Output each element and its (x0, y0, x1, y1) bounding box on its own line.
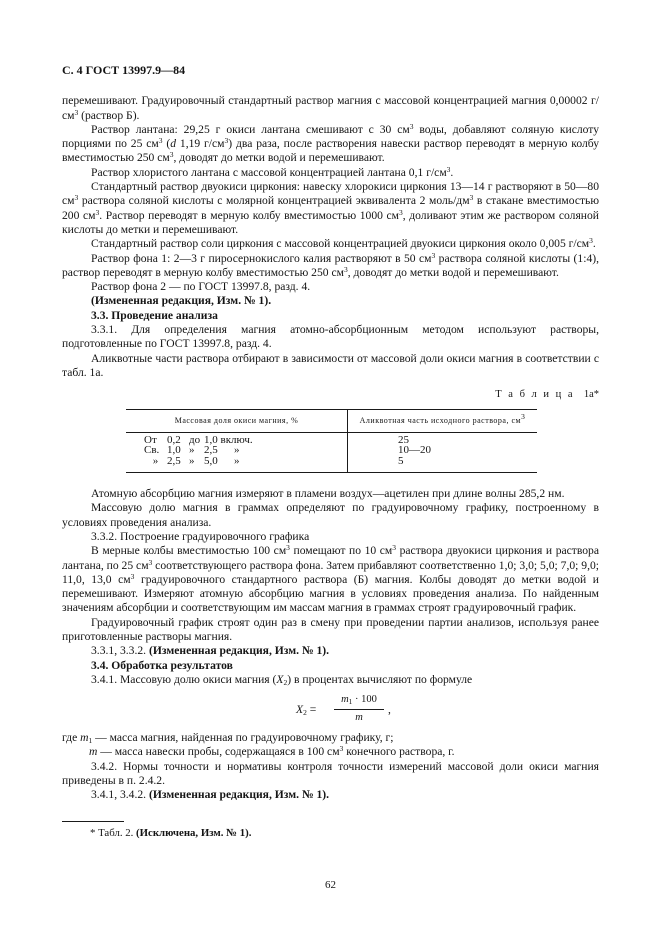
page-number: 62 (325, 879, 336, 891)
paragraph: Атомную абсорбцию магния измеряют в пламени воздух—ацетилен при длине волны 285,2 нм. (91, 487, 565, 501)
footnote-rule (62, 821, 124, 822)
aliquot-table (126, 409, 537, 474)
table-cell-aliquot: 25 10—20 5 (348, 432, 538, 473)
section-heading: 3.3. Проведение анализа (91, 308, 218, 322)
formula-legend: m — масса навески пробы, содержащаяся в 100 $см^3$ конечного раствора, г. (89, 744, 455, 759)
paragraph: Массовую долю магния в граммах определяют по градуировочному графику, построенному в условиях проведения анализа. (62, 501, 599, 529)
formula-fraction: $\frac{m_1 \cdot 100}{m}$ (334, 693, 384, 726)
table-row: » 2,5 » 5,0 » (152, 454, 240, 467)
page-header: С. 4 ГОСТ 13997.9—84 (62, 63, 186, 77)
paragraph: Раствор фона 2 — по ГОСТ 13997.8, разд. 4. (91, 280, 311, 294)
table-header-col1: Массовая доля окиси магния, % (126, 409, 348, 432)
paragraph: перемешивают. Градуировочный стандартный раствор магния с массовой концентрацией магния 0,00002 $г/см^3$ (раствор Б). (62, 94, 599, 122)
table-caption: Т а б л и ц а 1а* (495, 389, 599, 401)
table-header-col2: Аликвотная часть исходного раствора, $см^3$ (348, 409, 538, 432)
paragraph: Раствор фона 1: 2—3 г пиросернокислого калия растворяют в 50 $см^3$ раствора соляной кислоты (1:4), раствор переводят в мерную колбу вместимостью 250 $см^3$, доводят до метки водой и перемешивают. (62, 250, 599, 279)
edition-note: 3.4.1, 3.4.2. (Измененная редакция, Изм. № 1). (91, 788, 330, 802)
paragraph: 3.3.1. Для определения магния атомно-абсорбционным методом используют растворы, подготовленные по ГОСТ 13997.8, разд. 4. (62, 323, 599, 351)
table-cell-range (126, 432, 348, 473)
paragraph: Раствор лантана: 29,25 г окиси лантана смешивают с 30 $см^3$ воды, добавляют соляную кислоту порциями по 25 $см^3$ (d 1,19 $г/см^3$) два раза, после растворения навески раствор переводят в мерную колбу вместимостью 250 $см^3$, доводят до метки водой и перемешивают. (62, 121, 600, 165)
paragraph: Аликвотные части раствора отбирают в зависимости от массовой доли окиси магния в соответствии с табл. 1а. (62, 351, 599, 379)
table-row: Св. 1,0 » 2,5 » (144, 444, 240, 457)
section-heading: 3.4. Обработка результатов (91, 658, 233, 672)
table-row: От 0,2 до 1,0 включ. (144, 433, 253, 446)
formula-legend: где $m_1$ — масса магния, найденная по градуировочному графику, г; (62, 731, 394, 746)
edition-note: (Измененная редакция, Изм. № 1). (91, 294, 272, 308)
subsection-heading: 3.3.2. Построение градуировочного графика (91, 529, 310, 543)
footnote: * Табл. 2. (Исключена, Изм. № 1). (62, 821, 599, 840)
paragraph: Градуировочный график строят один раз в смену при проведении партии анализов, используя ранее приготовленные растворы магния. (62, 615, 599, 643)
paragraph: 3.4.2. Нормы точности и нормативы контроля точности измерений массовой доли окиси магния приведены в п. 2.4.2. (62, 759, 599, 788)
paragraph: Раствор хлористого лантана с массовой концентрацией лантана 0,1 $г/см^3$. (91, 164, 454, 179)
paragraph: Стандартный раствор двуокиси циркония: навеску хлорокиси циркония 13—14 г растворяют в 50—80 $см^3$ раствора соляной кислоты с молярной концентрацией эквивалента 2 моль/$дм^3$ в стакане вместимостью 200 $см^3$. Раствор переводят в мерную колбу вместимостью 1000 $см^3$, доливают этим же раствором соляной кислоты до метки и перемешивают. (62, 180, 600, 236)
edition-note: 3.3.1, 3.3.2. (Измененная редакция, Изм. № 1). (91, 644, 330, 658)
paragraph: В мерные колбы вместимостью 100 $см^3$ помещают по 10 $см^3$ раствора двуокиси циркония и раствора лантана, по 25 $см^3$ соответствующего раствора фона. Затем прибавляют соответственно 1,0; 3,0; 5,0; 7,0; 9,0; 11,0, 13,0 $см^3$ градуировочного стандартного раствора (Б) магния. Колбы доводят до метки водой и перемешивают. Измеряют атомную абсорбцию магния в условиях проведения анализа. По найденным значениям абсорбции и соответствующим им массам магния в граммах строят градуировочный график. (62, 543, 600, 615)
page-content (62, 63, 599, 803)
formula: $X_2$ = $\frac{m_1 \cdot 100}{m}$ , (62, 691, 599, 731)
paragraph: 3.4.1. Массовую долю окиси магния $(X_2)$ в процентах вычисляют по формуле (91, 672, 473, 687)
paragraph: Стандартный раствор соли циркония с массовой концентрацией двуокиси циркония около 0,005 $г/см^3$. (91, 236, 596, 251)
